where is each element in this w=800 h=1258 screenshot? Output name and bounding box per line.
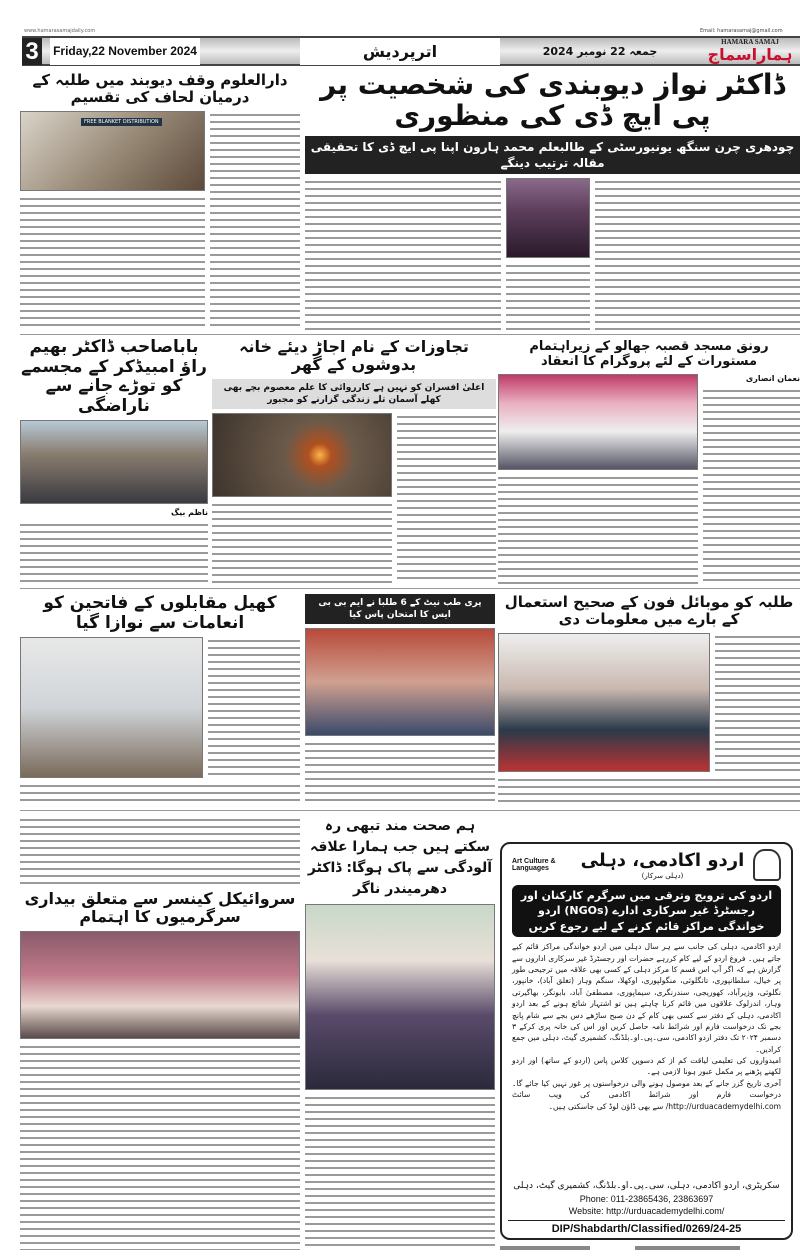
website-url: www.hamarasamajdaily.com: [24, 28, 96, 34]
neet-students-photo: [305, 628, 495, 736]
neet-article: [305, 594, 495, 806]
women-program-article: [498, 340, 800, 584]
continued-body-text: [20, 816, 300, 886]
phd-subhead: چودھری چرن سنگھ یونیورسٹی کے طالبعلم محمد ہارون اپنا پی ایچ ڈی کا تحقیقی مقالہ ترتیب دینگے: [305, 136, 800, 174]
encroachment-headline: تجاوزات کے نام اجاڑ دیئے خانہ بدوشوں کے گھر: [239, 338, 469, 375]
blanket-distribution-photo: [20, 111, 205, 191]
ambedkar-headline: باباصاحب ڈاکٹر بھیم راؤ امبیڈکر کے مجسمے کو توڑے جانے سے ناراضگی: [21, 338, 207, 416]
mobile-seminar-photo: [498, 633, 710, 773]
blanket-article: [20, 72, 300, 330]
program-stage-photo: [498, 374, 698, 470]
divider: [20, 588, 800, 589]
phd-body-text: [595, 178, 800, 332]
pollution-headline: ہم صحت مند تبھی رہ سکتے ہیں جب ہمارا علاقہ آلودگی سے پاک ہوگا: ڈاکٹر دھرمیندر ناگر: [307, 818, 493, 897]
email-address: Email: hamarasamaj@gmail.com: [700, 28, 783, 34]
ad-subtitle: (دہلی سرکار): [641, 871, 684, 880]
women-program-headline: رونق مسجد قصبہ جھالو کے زیراہتمام مستورات کے لئے پروگرام کا انعقاد: [529, 340, 769, 369]
women-program-body-text: [703, 387, 800, 584]
ambedkar-article: [20, 338, 208, 584]
logo-urdu: ہماراسماج: [707, 45, 793, 64]
newspaper-logo: [700, 38, 800, 64]
ad-banner: اردو کی ترویج وترقی میں سرگرم کارکنان اور رجسٹرڈ غیر سرکاری ادارے (NGOs) اردو خواندگی مراکز قائم کرنے کے لیے رجوع کریں: [512, 885, 781, 937]
phd-article: [305, 70, 800, 332]
ambedkar-body-text: [20, 521, 208, 584]
encroachment-body-text: [397, 413, 496, 584]
ad-website[interactable]: Website: http://urduacademydelhi.com/: [568, 1205, 725, 1216]
ad-phone: Phone: 011-23865436, 23863697: [579, 1193, 714, 1204]
mobile-body-text: [715, 633, 800, 773]
encroachment-body-text-2: [212, 501, 392, 584]
blanket-headline: دارالعلوم وقف دیوبند میں طلبہ کے درمیان لحاف کی تقسیم: [32, 72, 288, 107]
urdu-academy-advertisement: [500, 842, 793, 1240]
ad-address: سکریٹری، اردو اکادمی، دہلی، سی۔پی۔او۔بلڈنگ، کشمیری گیٹ، دہلی: [513, 1181, 780, 1192]
ad-title: اردو اکادمی، دہلی: [580, 850, 745, 872]
logo-english: HAMARA SAMAJ: [721, 38, 779, 46]
mobile-headline: طلبہ کو موبائل فون کے صحیح استعمال کے بارے میں معلومات دی: [504, 594, 794, 629]
cancer-headline: سروائیکل کینسر سے متعلق بیداری سرگرمیوں کا اہتمام: [24, 889, 296, 927]
divider: [20, 810, 800, 811]
page-number: 3: [22, 38, 42, 65]
ambedkar-protest-photo: [20, 420, 208, 504]
phd-body-text-2: [305, 178, 501, 332]
cancer-awareness-photo: [20, 931, 300, 1039]
blanket-body-text-2: [20, 195, 205, 331]
phd-body-text-3: [506, 262, 590, 332]
ad-body-1: اردو اکادمی، دہلی کی جانب سے ہر سال دہلی میں اردو خواندگی مراکز قائم کیے جاتے ہیں۔ فروغ اردو کے لیے کام کررہے حضرات اور رجسٹرڈ غیر سرکاری اداروں سے گزارش ہے کہ اگر آپ اس قسم کا مرکز دہلی کے کسی بھی علاقہ میں ترجیحی طور پر خیال، سلطانپوری، تانگلوئی، منگولپوری، اوکھلا، سنگم وہار (تغلق آباد)، خانپور، نگلوئی، وزیرآباد، کھوریجی، سندرنگری، سیماپوری، مصطفیٰ آباد، بابونگر، بھاگیرتی وہار، اندرلوک علاقوں میں قائم کرنا چاہتے ہیں تو اشتہار شائع ہونے کے بعد اردو اکادمی، دہلی کے دفتر سے کسی بھی کام کے دن صبح ساڑھے دس بجے سے شام پانچ بجے تک درخواست فارم اور شرائط نامہ حاصل کریں اور اس کی خانہ پری کرکے ۳ دسمبر ۲۰۲۴ تک دفتر اردو اکادمی، سی۔پی۔او۔بلڈنگ، کشمیری گیٹ، دہلی میں جمع کرادیں۔: [512, 942, 781, 1054]
divider: [20, 334, 800, 335]
mobile-body-text-2: [498, 776, 800, 806]
sports-headline: کھیل مقابلوں کے فاتحین کو انعامات سے نوازا گیا: [43, 594, 277, 633]
pollution-body-text: [305, 1094, 495, 1250]
ad-body-3: آخری تاریخ گزر جانے کے بعد موصول ہونے والی درخواستوں پر غور نہیں کیا جائے گا۔ درخواست فارم اور شرائط اکادمی کی ویب سائٹ http://urduacademydelhi.com/ سے بھی ڈاؤن لوڈ کی جاسکتی ہیں۔: [512, 1078, 781, 1111]
ad-body-2: امیدواروں کی تعلیمی لیاقت کم از کم دسویں کلاس پاس (اردو کے ساتھ) اور اردو لکھنے پڑھنے پر مکمل عبور ہونا لازمی ہے۔: [512, 1056, 781, 1077]
urdu-date: جمعہ 22 نومبر 2024: [542, 45, 658, 58]
sports-body-text: [208, 637, 300, 778]
neet-headline: پری طب نیٹ کے 6 طلبا نے ایم بی بی ایس کا امتحان پاس کیا: [305, 594, 495, 624]
women-program-byline: نعمان انصاری: [745, 373, 800, 383]
women-program-body-text-2: [498, 474, 698, 584]
cancer-article: [20, 816, 300, 1250]
blanket-body-text: [210, 111, 300, 331]
mobile-article: [498, 594, 800, 806]
art-culture-logo: Art Culture & Languages: [512, 858, 556, 872]
demolished-homes-photo: [212, 413, 392, 497]
photo-banner-text: FREE BLANKET DISTRIBUTION: [81, 118, 162, 126]
section-title: اترپردیش: [300, 38, 500, 65]
ribbon-cutting-photo: [305, 904, 495, 1090]
encroachment-subhead: اعلیٰ افسران کو نہیں ہے کارروائی کا علم معصوم بچے بھی کھلے آسمان تلے زندگی گزارنے کو مجبور: [212, 379, 496, 409]
english-date: Friday,22 November 2024: [50, 38, 200, 65]
sports-article: [20, 594, 300, 806]
ambedkar-byline: ناظم بیگ: [170, 508, 208, 518]
encroachment-article: [212, 338, 496, 584]
phd-headline: ڈاکٹر نواز دیوبندی کی شخصیت پر پی ایچ ڈی کی منظوری: [320, 70, 785, 132]
pollution-article: [305, 816, 495, 1250]
sports-prize-photo: [20, 637, 203, 778]
footer-divider: [500, 1246, 800, 1250]
ad-code: DIP/Shabdarth/Classified/0269/24-25: [508, 1220, 785, 1235]
cancer-body-text: [20, 1043, 300, 1250]
government-emblem-icon: [753, 849, 781, 881]
sports-body-text-2: [20, 782, 300, 806]
portrait-photo: [506, 178, 590, 258]
neet-body-text: [305, 740, 495, 806]
